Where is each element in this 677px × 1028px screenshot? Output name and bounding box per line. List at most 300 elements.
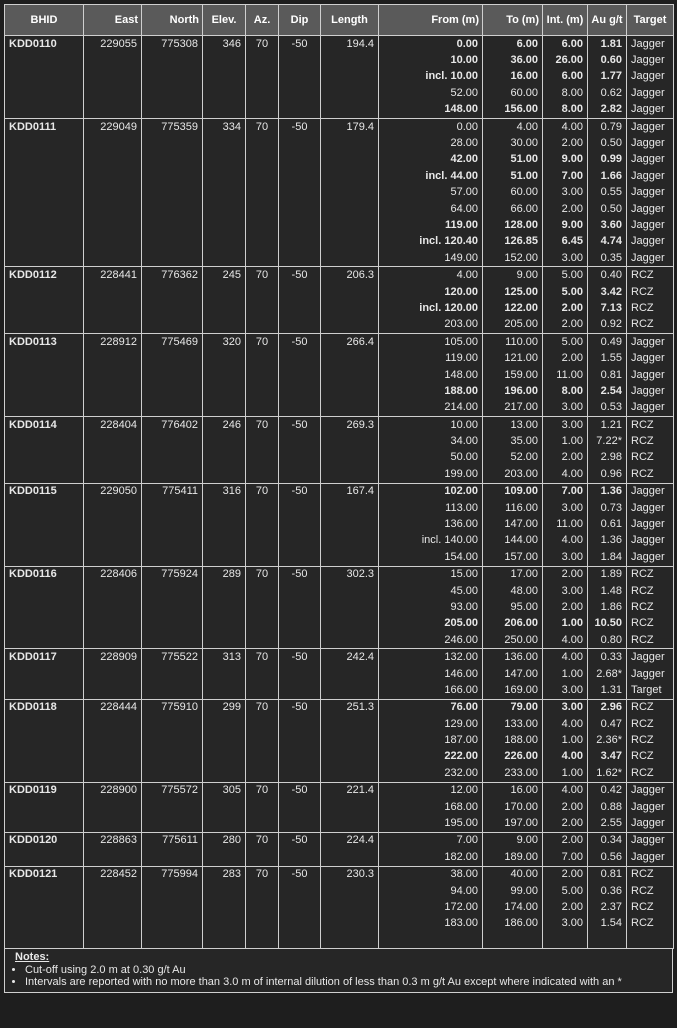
table-row (5, 599, 674, 615)
cell-az-empty (246, 466, 279, 483)
cell-az-empty (246, 317, 279, 334)
cell-au: 0.35 (588, 250, 627, 267)
cell-az: 70 (246, 416, 279, 433)
cell-east-empty (84, 433, 142, 449)
cell-az-empty (246, 632, 279, 649)
cell-int: 8.00 (543, 102, 588, 119)
cell-length-empty (321, 583, 379, 599)
drill-results-table (4, 4, 674, 949)
cell-to: 16.00 (483, 69, 543, 85)
table-row (5, 185, 674, 201)
cell-au: 7.22* (588, 433, 627, 449)
cell-az-empty (246, 815, 279, 832)
cell-length-empty (321, 383, 379, 399)
cell-dip: -50 (279, 416, 321, 433)
cell-east-empty (84, 217, 142, 233)
cell-elev-empty (203, 185, 246, 201)
cell-elev-empty (203, 466, 246, 483)
cell-dip-empty (279, 883, 321, 899)
cell-au: 2.82 (588, 102, 627, 119)
cell-int: 5.00 (543, 284, 588, 300)
cell-az-empty (246, 716, 279, 732)
cell-east-empty (84, 85, 142, 101)
cell-bhid-empty (5, 500, 84, 516)
cell-north-empty (142, 765, 203, 782)
cell-east: 229055 (84, 36, 142, 53)
cell-int: 4.00 (543, 782, 588, 799)
cell-az-empty (246, 350, 279, 366)
col-header-north: North (142, 5, 203, 36)
cell-target: Jagger (627, 168, 674, 184)
cell-to: 40.00 (483, 866, 543, 883)
cell-int: 9.00 (543, 152, 588, 168)
cell-to: 159.00 (483, 367, 543, 383)
cell-east-empty (84, 135, 142, 151)
cell-east-empty (84, 152, 142, 168)
table-row (5, 69, 674, 85)
cell-az-empty (246, 201, 279, 217)
cell-east: 228441 (84, 267, 142, 284)
cell-from: 28.00 (379, 135, 483, 151)
cell-east-empty (84, 317, 142, 334)
cell-az: 70 (246, 832, 279, 849)
cell-length-empty (321, 749, 379, 765)
cell-az-empty (246, 300, 279, 316)
cell-length-empty (321, 466, 379, 483)
cell-to: 51.00 (483, 152, 543, 168)
cell-target: RCZ (627, 632, 674, 649)
cell-from: 187.00 (379, 732, 483, 748)
table-row (5, 317, 674, 334)
cell-au: 7.13 (588, 300, 627, 316)
cell-dip-empty (279, 749, 321, 765)
cell-north-empty (142, 682, 203, 699)
cell-east-empty (84, 516, 142, 532)
cell-dip-empty (279, 583, 321, 599)
cell-bhid-empty (5, 300, 84, 316)
cell-int: 7.00 (543, 168, 588, 184)
cell-az-empty (246, 849, 279, 866)
cell-east-empty (84, 666, 142, 682)
table-row (5, 350, 674, 366)
cell-to: 51.00 (483, 168, 543, 184)
cell-north-empty (142, 849, 203, 866)
cell-to: 30.00 (483, 135, 543, 151)
cell-north-empty (142, 516, 203, 532)
cell-int: 3.00 (543, 185, 588, 201)
cell-length-empty (321, 732, 379, 748)
cell-au: 0.92 (588, 317, 627, 334)
cell-target: RCZ (627, 466, 674, 483)
table-row (5, 500, 674, 516)
cell-int: 6.00 (543, 69, 588, 85)
cell-az-empty (246, 533, 279, 549)
cell-au: 0.62 (588, 85, 627, 101)
cell-east-empty (84, 367, 142, 383)
cell-int: 3.00 (543, 500, 588, 516)
table-row (5, 916, 674, 932)
table-row (5, 433, 674, 449)
cell-east-empty (84, 849, 142, 866)
cell-east-empty (84, 632, 142, 649)
cell-length: 224.4 (321, 832, 379, 849)
table-row (5, 52, 674, 68)
table-row (5, 616, 674, 632)
cell-north-empty (142, 168, 203, 184)
cell-au: 0.42 (588, 782, 627, 799)
cell-length: 251.3 (321, 699, 379, 716)
cell-bhid-empty (5, 168, 84, 184)
cell-east-empty (84, 300, 142, 316)
note-item: • Cut-off using 2.0 m at 0.30 g/t Au (25, 964, 666, 976)
cell-dip-empty (279, 217, 321, 233)
cell-north-empty (142, 732, 203, 748)
cell-target: Jagger (627, 234, 674, 250)
cell-from: 129.00 (379, 716, 483, 732)
cell-int: 1.00 (543, 616, 588, 632)
cell-north-empty (142, 916, 203, 932)
cell-bhid-empty (5, 716, 84, 732)
cell-to: 95.00 (483, 599, 543, 615)
cell-length-empty (321, 899, 379, 915)
cell-east-empty (84, 284, 142, 300)
cell-length-empty (321, 916, 379, 932)
cell-from: 38.00 (379, 866, 483, 883)
cell-east: 228406 (84, 566, 142, 583)
cell-target: Jagger (627, 135, 674, 151)
cell-length-empty (321, 250, 379, 267)
cell-dip: -50 (279, 118, 321, 135)
cell-au: 10.50 (588, 616, 627, 632)
cell-bhid-empty (5, 883, 84, 899)
cell-au: 0.60 (588, 52, 627, 68)
table-row (5, 334, 674, 351)
cell-bhid-empty (5, 599, 84, 615)
cell-east-empty (84, 583, 142, 599)
cell-north: 775994 (142, 866, 203, 883)
cell-north: 775411 (142, 483, 203, 500)
cell-east-empty (84, 500, 142, 516)
cell-au: 1.36 (588, 533, 627, 549)
cell-au: 1.77 (588, 69, 627, 85)
cell-dip-empty (279, 716, 321, 732)
cell-az-empty (246, 433, 279, 449)
table-row (5, 284, 674, 300)
table-row (5, 782, 674, 799)
cell-int: 3.00 (543, 400, 588, 417)
cell-length: 194.4 (321, 36, 379, 53)
cell-length-empty (321, 500, 379, 516)
cell-from: 232.00 (379, 765, 483, 782)
cell-from: incl. 120.40 (379, 234, 483, 250)
cell-dip-empty (279, 916, 321, 932)
cell-east-empty (84, 102, 142, 119)
cell-from: 148.00 (379, 367, 483, 383)
cell-dip-empty (279, 500, 321, 516)
cell-to: 217.00 (483, 400, 543, 417)
cell-dip-empty (279, 400, 321, 417)
cell-bhid: KDD0115 (5, 483, 84, 500)
cell-au: 0.56 (588, 849, 627, 866)
cell-dip-empty (279, 599, 321, 615)
cell-north-empty (142, 52, 203, 68)
cell-from: 0.00 (379, 36, 483, 53)
cell-au: 0.36 (588, 883, 627, 899)
cell-length-empty (321, 516, 379, 532)
cell-east-empty (84, 466, 142, 483)
cell-target: RCZ (627, 749, 674, 765)
cell-from: 149.00 (379, 250, 483, 267)
cell-dip: -50 (279, 483, 321, 500)
cell-elev-empty (203, 85, 246, 101)
cell-au: 0.47 (588, 716, 627, 732)
cell-to: 196.00 (483, 383, 543, 399)
cell-bhid-empty (5, 749, 84, 765)
cell-bhid: KDD0118 (5, 699, 84, 716)
cell-elev: 334 (203, 118, 246, 135)
col-header-au: Au g/t (588, 5, 627, 36)
cell-elev-empty (203, 69, 246, 85)
table-row (5, 732, 674, 748)
cell-east-empty (84, 450, 142, 466)
cell-east: 228863 (84, 832, 142, 849)
cell-to: 250.00 (483, 632, 543, 649)
cell-north: 775572 (142, 782, 203, 799)
cell-dip-empty (279, 516, 321, 532)
cell-dip-empty (279, 932, 321, 949)
cell-int: 3.00 (543, 699, 588, 716)
table-row (5, 566, 674, 583)
table-row (5, 866, 674, 883)
cell-target: Jagger (627, 483, 674, 500)
cell-from: 214.00 (379, 400, 483, 417)
cell-au: 1.66 (588, 168, 627, 184)
cell-az-empty (246, 284, 279, 300)
cell-from: 188.00 (379, 383, 483, 399)
cell-au: 0.53 (588, 400, 627, 417)
cell-target: RCZ (627, 566, 674, 583)
cell-dip-empty (279, 284, 321, 300)
cell-length-empty (321, 69, 379, 85)
cell-az-empty (246, 732, 279, 748)
cell-dip-empty (279, 899, 321, 915)
cell-north-empty (142, 367, 203, 383)
cell-north: 775308 (142, 36, 203, 53)
cell-target: RCZ (627, 732, 674, 748)
cell-to: 174.00 (483, 899, 543, 915)
cell-int: 3.00 (543, 916, 588, 932)
cell-from: 203.00 (379, 317, 483, 334)
cell-bhid-empty (5, 433, 84, 449)
cell-target: Jagger (627, 649, 674, 666)
cell-bhid: KDD0121 (5, 866, 84, 883)
table-row (5, 201, 674, 217)
cell-target: RCZ (627, 866, 674, 883)
cell-north-empty (142, 217, 203, 233)
cell-az: 70 (246, 566, 279, 583)
cell-north-empty (142, 234, 203, 250)
table-row (5, 367, 674, 383)
cell-to: 9.00 (483, 832, 543, 849)
cell-dip-empty (279, 135, 321, 151)
cell-from: 113.00 (379, 500, 483, 516)
cell-az-empty (246, 583, 279, 599)
cell-int: 6.45 (543, 234, 588, 250)
cell-target: Jagger (627, 185, 674, 201)
cell-az-empty (246, 383, 279, 399)
cell-target (627, 932, 674, 949)
table-row (5, 883, 674, 899)
col-header-bhid: BHID (5, 5, 84, 36)
cell-int: 3.00 (543, 583, 588, 599)
table-row (5, 549, 674, 566)
cell-elev-empty (203, 433, 246, 449)
table-row (5, 699, 674, 716)
cell-elev-empty (203, 168, 246, 184)
cell-int: 8.00 (543, 85, 588, 101)
cell-elev: 283 (203, 866, 246, 883)
cell-to: 147.00 (483, 666, 543, 682)
cell-east-empty (84, 250, 142, 267)
cell-bhid-empty (5, 666, 84, 682)
cell-to: 205.00 (483, 317, 543, 334)
cell-length: 221.4 (321, 782, 379, 799)
cell-au: 0.73 (588, 500, 627, 516)
cell-from: 146.00 (379, 666, 483, 682)
cell-length: 167.4 (321, 483, 379, 500)
col-header-target: Target (627, 5, 674, 36)
cell-au: 0.49 (588, 334, 627, 351)
cell-to: 4.00 (483, 118, 543, 135)
cell-length-empty (321, 85, 379, 101)
cell-to: 144.00 (483, 533, 543, 549)
cell-az-empty (246, 666, 279, 682)
cell-dip-empty (279, 185, 321, 201)
cell-elev-empty (203, 932, 246, 949)
cell-elev-empty (203, 284, 246, 300)
cell-east-empty (84, 616, 142, 632)
cell-length-empty (321, 52, 379, 68)
cell-au: 0.80 (588, 632, 627, 649)
cell-length-empty (321, 632, 379, 649)
cell-dip: -50 (279, 699, 321, 716)
cell-int: 2.00 (543, 135, 588, 151)
cell-target: Jagger (627, 549, 674, 566)
cell-int: 1.00 (543, 666, 588, 682)
cell-from: 222.00 (379, 749, 483, 765)
cell-north-empty (142, 69, 203, 85)
cell-target: RCZ (627, 599, 674, 615)
cell-elev-empty (203, 815, 246, 832)
cell-dip-empty (279, 52, 321, 68)
cell-to: 197.00 (483, 815, 543, 832)
cell-target: RCZ (627, 916, 674, 932)
cell-az: 70 (246, 866, 279, 883)
cell-north-empty (142, 616, 203, 632)
cell-au: 2.36* (588, 732, 627, 748)
cell-dip-empty (279, 666, 321, 682)
cell-north-empty (142, 799, 203, 815)
cell-elev-empty (203, 350, 246, 366)
cell-length-empty (321, 849, 379, 866)
cell-target: Jagger (627, 383, 674, 399)
cell-dip-empty (279, 102, 321, 119)
cell-bhid-empty (5, 135, 84, 151)
table-row (5, 102, 674, 119)
cell-az-empty (246, 52, 279, 68)
cell-int (543, 932, 588, 949)
cell-az-empty (246, 899, 279, 915)
cell-dip-empty (279, 799, 321, 815)
cell-length-empty (321, 168, 379, 184)
cell-east: 228912 (84, 334, 142, 351)
cell-int: 4.00 (543, 466, 588, 483)
cell-east-empty (84, 69, 142, 85)
cell-length-empty (321, 599, 379, 615)
table-body (5, 36, 674, 949)
cell-length-empty (321, 367, 379, 383)
cell-length-empty (321, 433, 379, 449)
cell-from: 52.00 (379, 85, 483, 101)
cell-dip: -50 (279, 649, 321, 666)
cell-elev-empty (203, 749, 246, 765)
cell-length-empty (321, 450, 379, 466)
cell-east: 229049 (84, 118, 142, 135)
cell-au: 1.21 (588, 416, 627, 433)
col-header-to: To (m) (483, 5, 543, 36)
cell-from: 10.00 (379, 416, 483, 433)
cell-from: 102.00 (379, 483, 483, 500)
cell-bhid-empty (5, 217, 84, 233)
cell-to: 186.00 (483, 916, 543, 932)
cell-length-empty (321, 102, 379, 119)
cell-elev-empty (203, 52, 246, 68)
table-row (5, 716, 674, 732)
cell-elev-empty (203, 317, 246, 334)
cell-dip-empty (279, 849, 321, 866)
cell-bhid-empty (5, 466, 84, 483)
cell-elev-empty (203, 300, 246, 316)
table-row (5, 383, 674, 399)
cell-from: 94.00 (379, 883, 483, 899)
cell-from (379, 932, 483, 949)
cell-east-empty (84, 749, 142, 765)
cell-au: 1.84 (588, 549, 627, 566)
cell-az: 70 (246, 483, 279, 500)
cell-target: Jagger (627, 815, 674, 832)
cell-elev-empty (203, 899, 246, 915)
cell-bhid-empty (5, 815, 84, 832)
cell-to: 170.00 (483, 799, 543, 815)
cell-north-empty (142, 102, 203, 119)
cell-north: 775611 (142, 832, 203, 849)
cell-int: 4.00 (543, 118, 588, 135)
cell-from: 246.00 (379, 632, 483, 649)
cell-length-empty (321, 185, 379, 201)
cell-target: Jagger (627, 152, 674, 168)
cell-elev-empty (203, 549, 246, 566)
cell-az-empty (246, 152, 279, 168)
cell-north-empty (142, 899, 203, 915)
cell-north-empty (142, 350, 203, 366)
cell-bhid-empty (5, 632, 84, 649)
cell-dip: -50 (279, 866, 321, 883)
cell-target: RCZ (627, 284, 674, 300)
cell-az: 70 (246, 267, 279, 284)
cell-to: 13.00 (483, 416, 543, 433)
cell-bhid: KDD0110 (5, 36, 84, 53)
cell-int: 4.00 (543, 533, 588, 549)
